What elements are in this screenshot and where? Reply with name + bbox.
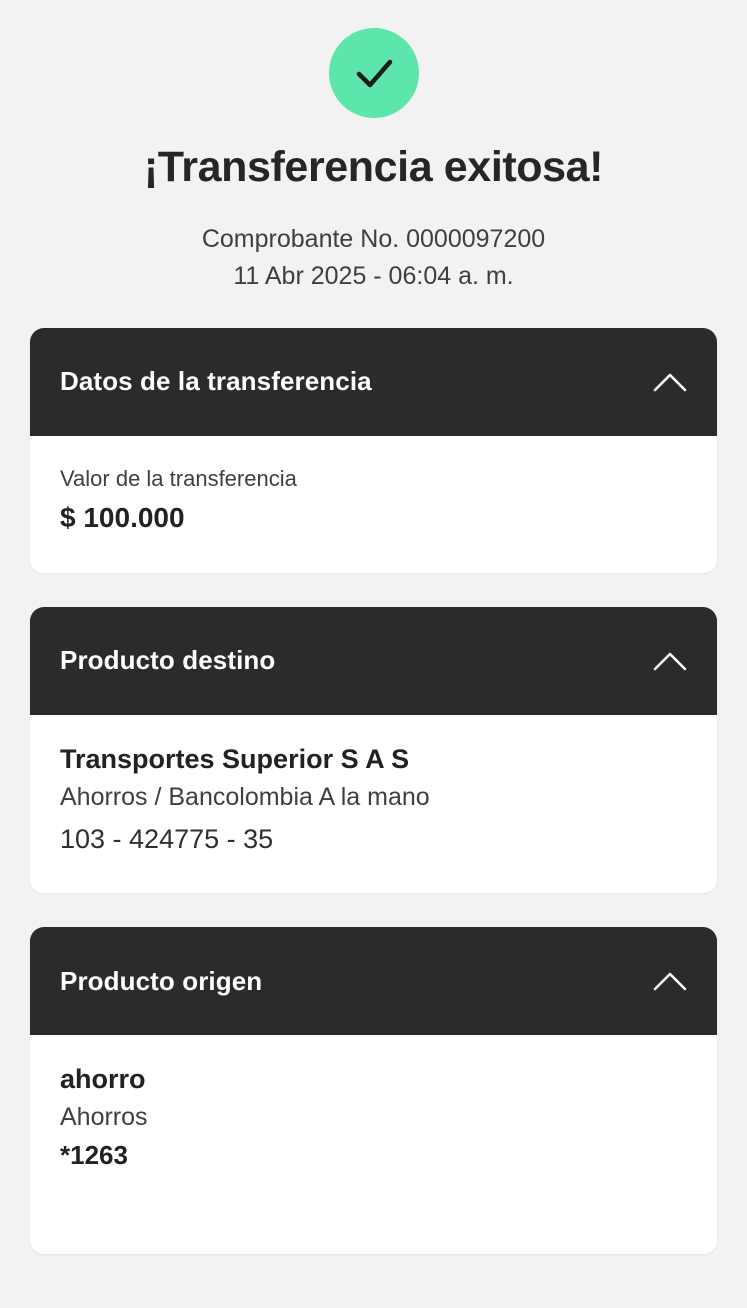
card-title: Producto destino <box>60 645 276 676</box>
card-transfer-data <box>30 328 717 573</box>
page-title: ¡Transferencia exitosa! <box>143 143 604 191</box>
card-header-destination-product[interactable] <box>30 607 717 715</box>
origin-account-name: ahorro <box>60 1064 146 1095</box>
destination-account-number: 103 - 424775 - 35 <box>60 823 274 854</box>
destination-account-name: Transportes Superior S A S <box>60 743 410 774</box>
receipt-datetime: 11 Abr 2025 - 06:04 a. m. <box>233 261 514 290</box>
card-header-transfer-data[interactable] <box>30 328 717 436</box>
card-header-origin-product[interactable] <box>30 927 717 1035</box>
bottom-spacer <box>30 1254 717 1278</box>
receipt-number: Comprobante No. 0000097200 <box>201 225 546 254</box>
chevron-up-icon[interactable] <box>653 650 687 672</box>
transfer-receipt-screen <box>0 28 747 1308</box>
card-origin-product <box>30 927 717 1253</box>
origin-account-number: *1263 <box>60 1140 128 1171</box>
card-body-transfer-data <box>30 436 717 573</box>
card-title: Producto origen <box>60 965 263 996</box>
transfer-amount-value: $ 100.000 <box>60 501 185 533</box>
destination-account-type: Ahorros / Bancolombia A la mano <box>60 782 430 811</box>
origin-account-type: Ahorros <box>60 1103 148 1132</box>
check-circle-icon <box>329 28 419 118</box>
card-title: Datos de la transferencia <box>60 366 372 397</box>
card-destination-product <box>30 607 717 894</box>
card-body-origin-product <box>30 1035 717 1253</box>
chevron-up-icon[interactable] <box>653 970 687 992</box>
transfer-amount-label: Valor de la transferencia <box>60 465 297 491</box>
card-body-destination-product <box>30 715 717 894</box>
receipt-meta <box>30 221 717 294</box>
chevron-up-icon[interactable] <box>653 371 687 393</box>
